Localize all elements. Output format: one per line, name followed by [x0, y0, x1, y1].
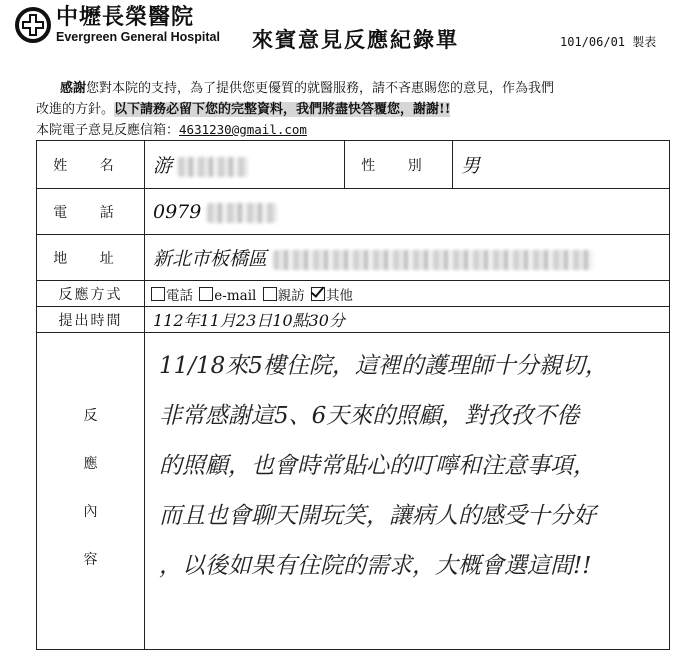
intro-line1: 您對本院的支持，為了提供您更優質的就醫服務，請不吝惠賜您的意見，作為我們 [86, 81, 555, 96]
intro-highlight: 以下請務必留下您的完整資料，我們將盡快答覆您，謝謝!! [114, 102, 451, 117]
feedback-form-table [36, 140, 670, 650]
content-line: ，以後如果有住院的需求，大概會選這間!! [159, 553, 592, 579]
content-label: 反 應 內 容 [37, 333, 145, 650]
row-time [37, 307, 670, 333]
address-value: 新北市板橋區 [153, 248, 268, 270]
content-line: 非常感謝這5、6天來的照顧，對孜孜不倦 [159, 403, 580, 429]
redacted-name [178, 157, 248, 177]
time-value: 112年11月23日10點30分 [145, 307, 670, 333]
gender-value: 男 [453, 141, 670, 189]
method-email-option[interactable]: e-mail [199, 288, 256, 304]
gender-label: 性 別 [345, 141, 453, 189]
form-title: 來賓意見反應紀錄單 [252, 27, 459, 52]
phone-field [145, 189, 670, 235]
email-line [36, 119, 307, 138]
method-other-option[interactable]: 其他 [311, 288, 353, 304]
hospital-cross-icon [14, 6, 52, 44]
form-version-date: 101/06/01 製表 [560, 35, 657, 49]
content-line: 的照顧，也會時常貼心的叮嚀和注意事項， [159, 453, 596, 479]
method-phone-checkbox[interactable] [151, 287, 165, 301]
name-field [145, 141, 345, 189]
method-phone-option[interactable]: 電話 [151, 288, 193, 304]
hospital-name-zh: 中壢長榮醫院 [56, 4, 195, 30]
address-label: 地 址 [37, 235, 145, 281]
method-options [145, 281, 670, 307]
method-label: 反應方式 [37, 281, 145, 307]
row-name [37, 141, 670, 189]
name-value: 游 [153, 155, 173, 177]
method-visit-option[interactable]: 親訪 [263, 288, 305, 304]
name-label: 姓 名 [37, 141, 145, 189]
thanks-word: 感謝 [60, 81, 87, 96]
intro-line2: 改進的方針。 [36, 102, 115, 117]
time-label: 提出時間 [37, 307, 145, 333]
content-line: 而且也會聊天開玩笑，讓病人的感受十分好 [159, 503, 596, 529]
method-email-checkbox[interactable] [199, 287, 213, 301]
redacted-phone [207, 203, 277, 223]
phone-value: 0979 [153, 200, 202, 223]
feedback-content [145, 333, 670, 650]
content-line: 11/18來5樓住院，這裡的護理師十分親切， [159, 353, 608, 379]
phone-label: 電 話 [37, 189, 145, 235]
intro-text [36, 78, 666, 120]
redacted-address [273, 250, 593, 270]
row-address [37, 235, 670, 281]
method-other-checkbox[interactable] [311, 287, 325, 301]
row-method [37, 281, 670, 307]
email-label: 本院電子意見反應信箱： [36, 123, 180, 138]
address-field [145, 235, 670, 281]
hospital-logo [14, 6, 220, 44]
email-link[interactable]: 4631230@gmail.com [179, 122, 307, 137]
method-visit-checkbox[interactable] [263, 287, 277, 301]
row-content [37, 333, 670, 650]
hospital-name-en: Evergreen General Hospital [56, 29, 220, 44]
row-phone [37, 189, 670, 235]
